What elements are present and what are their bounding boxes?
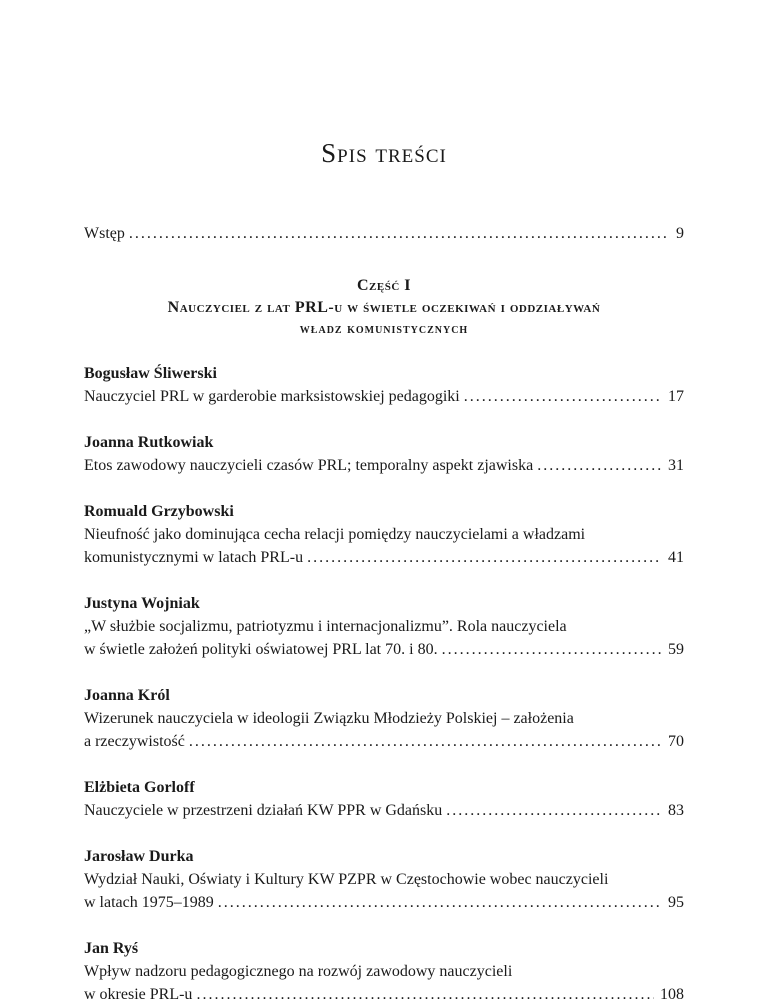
entry-title-text: Nauczyciel PRL w garderobie marksistowskiej pedagogiki (84, 388, 460, 405)
dot-leader (129, 222, 670, 245)
part-heading (84, 275, 684, 341)
dot-leader (442, 638, 662, 661)
dot-leader (196, 983, 654, 1006)
entry-author: Joanna Rutkowiak (84, 434, 214, 451)
entry-author: Bogusław Śliwerski (84, 365, 217, 382)
entry-title-last-line (84, 385, 684, 408)
toc-intro[interactable] (84, 222, 684, 245)
toc-entry[interactable] (84, 362, 684, 408)
entry-author: Jarosław Durka (84, 848, 194, 865)
page-number: 108 (660, 986, 684, 1003)
entry-title-text: Etos zawodowy nauczycieli czasów PRL; temporalny aspekt zjawiska (84, 457, 534, 474)
page-number: 17 (668, 388, 684, 405)
entry-author: Joanna Król (84, 687, 170, 704)
entry-title-last-line (84, 799, 684, 822)
dot-leader (446, 799, 662, 822)
entry-title-text: a rzeczywistość (84, 733, 185, 750)
toc-entry[interactable] (84, 431, 684, 477)
dot-leader (189, 730, 662, 753)
entry-title-text: Nauczyciele w przestrzeni działań KW PPR w Gdańsku (84, 802, 443, 819)
entry-title-last-line (84, 983, 684, 1006)
page-number: 59 (668, 641, 684, 658)
entry-title-text: w świetle założeń polityki oświatowej PRL lat 70. i 80. (84, 641, 438, 658)
entry-author: Romuald Grzybowski (84, 503, 234, 520)
toc-entry[interactable] (84, 684, 684, 753)
entry-author: Elżbieta Gorloff (84, 779, 195, 796)
page-number: 70 (668, 733, 684, 750)
entry-title-last-line (84, 730, 684, 753)
toc-entry[interactable] (84, 592, 684, 661)
entry-title-last-line (84, 546, 684, 569)
part-title-line2: władz komunistycznych (299, 322, 469, 337)
dot-leader (464, 385, 662, 408)
dot-leader (218, 891, 662, 914)
entry-title-line: Wpływ nadzoru pedagogicznego na rozwój zawodowy nauczycieli (84, 963, 513, 980)
dot-leader (307, 546, 662, 569)
entry-title-last-line (84, 454, 684, 477)
intro-label: Wstęp (84, 225, 125, 242)
toc-list (84, 222, 684, 1006)
entry-title-last-line (84, 638, 684, 661)
entry-title-last-line (84, 891, 684, 914)
entry-author: Jan Ryś (84, 940, 139, 957)
toc-entry[interactable] (84, 776, 684, 822)
toc-entry[interactable] (84, 937, 684, 1006)
entry-title-text: w okresie PRL-u (84, 986, 193, 1003)
entry-title-line: „W służbie socjalizmu, patriotyzmu i internacjonalizmu”. Rola nauczyciela (84, 618, 567, 635)
page-number: 9 (676, 225, 684, 242)
toc-entry[interactable] (84, 500, 684, 569)
part-title-line1: Nauczyciel z lat PRL-u w świetle oczekiwań i oddziaływań (167, 299, 601, 316)
entry-author: Justyna Wojniak (84, 595, 200, 612)
page-title: Spis treści (321, 138, 447, 168)
entry-title-text: komunistycznymi w latach PRL-u (84, 549, 304, 566)
entry-title-line: Wydział Nauki, Oświaty i Kultury KW PZPR w Częstochowie wobec nauczycieli (84, 871, 609, 888)
dot-leader (537, 454, 662, 477)
part-label: Część I (356, 277, 412, 294)
page-number: 95 (668, 894, 684, 911)
toc-entry[interactable] (84, 845, 684, 914)
page-number: 41 (668, 549, 684, 566)
entry-title-line: Nieufność jako dominująca cecha relacji pomiędzy nauczycielami a władzami (84, 526, 586, 543)
toc-entries (84, 362, 684, 1006)
page-number: 83 (668, 802, 684, 819)
entry-title-text: w latach 1975–1989 (84, 894, 214, 911)
page-number: 31 (668, 457, 684, 474)
entry-title-line: Wizerunek nauczyciela w ideologii Związku Młodzieży Polskiej – założenia (84, 710, 574, 727)
